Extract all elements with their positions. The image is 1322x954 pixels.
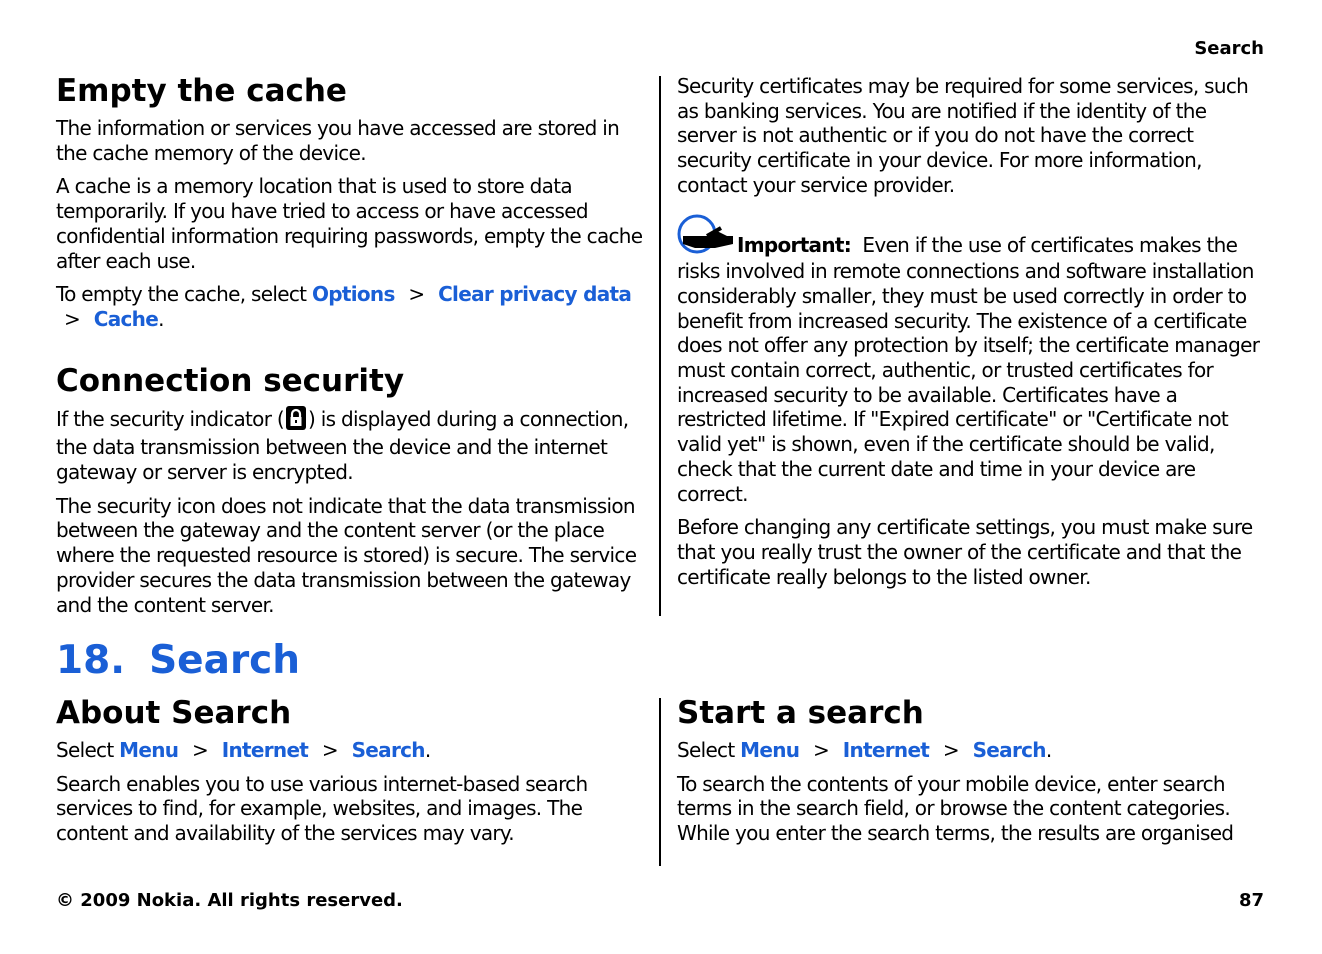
paragraph: If the security indicator ( ) is displayed during a connection, the data transmission between the device and the internet gateway or server is encrypted. — [56, 406, 629, 485]
link-menu[interactable]: Menu — [119, 738, 179, 762]
link-internet[interactable]: Internet — [842, 738, 930, 762]
chapter-title: Search — [149, 638, 301, 683]
path-separator: > — [192, 738, 209, 762]
link-search[interactable]: Search — [351, 738, 425, 762]
section-title-about-search: About Search — [56, 695, 292, 731]
left-column — [56, 72, 646, 626]
copyright: © 2009 Nokia. All rights reserved. — [56, 890, 403, 911]
link-menu[interactable]: Menu — [740, 738, 800, 762]
link-search[interactable]: Search — [972, 738, 1046, 762]
paragraph: To search the contents of your mobile device, enter search terms in the search field, or browse the content categories. While you enter the search terms, the results are organised — [677, 771, 1234, 846]
chapter-number: 18. — [56, 638, 126, 683]
right-column — [677, 74, 1269, 598]
link-options[interactable]: Options — [311, 282, 395, 307]
paragraph: To empty the cache, select Options > Clear privacy data > Cache. — [56, 282, 632, 331]
path-separator: > — [64, 306, 81, 331]
section-title-connection-security: Connection security — [56, 362, 405, 399]
column-divider — [659, 698, 661, 866]
column-divider — [659, 76, 661, 616]
important-label: Important: — [737, 232, 852, 257]
path-separator: > — [942, 738, 959, 762]
paragraph: Select Menu > Internet > Search. — [677, 738, 1052, 762]
chapter-heading — [56, 636, 300, 686]
running-header: Search — [1194, 38, 1264, 59]
path-separator: > — [408, 282, 425, 307]
link-clear-privacy-data[interactable]: Clear privacy data — [438, 282, 632, 307]
paragraph: Security certificates may be required for some services, such as banking services. You are notified if the identity of the server is not authentic or if you do not have the correct security certificate in your device. For more information, contact your service provider. — [677, 74, 1249, 197]
paragraph: The information or services you have accessed are stored in the cache memory of the device. — [56, 116, 620, 165]
about-search-column — [56, 694, 646, 855]
section-title-start-search: Start a search — [677, 695, 924, 731]
link-internet[interactable]: Internet — [221, 738, 309, 762]
paragraph: Search enables you to use various internet-based search services to find, for example, websites, and images. The content and availability of the services may vary. — [56, 771, 588, 846]
path-separator: > — [813, 738, 830, 762]
section-title-empty-cache: Empty the cache — [56, 73, 347, 109]
start-search-column — [677, 694, 1269, 855]
warning-hand-icon — [677, 214, 735, 260]
lock-icon — [285, 406, 307, 436]
page-number: 87 — [1238, 890, 1264, 911]
paragraph: A cache is a memory location that is used to store data temporarily. If you have tried to access or have accessed confidential information requiring passwords, empty the cache after each use. — [56, 174, 643, 273]
path-separator: > — [321, 738, 338, 762]
paragraph: Before changing any certificate settings, you must make sure that you really trust the owner of the certificate and that the certificate really belongs to the listed owner. — [677, 515, 1253, 589]
paragraph: The security icon does not indicate that the data transmission between the gateway and the content server (or the place where the requested resource is stored) is secure. The service provider secures the data transmission between the gateway and the content server. — [56, 493, 637, 617]
important-note: Important: Even if the use of certificates makes the risks involved in remote connections and software installation considerably smaller, they must be used correctly in order to benefit from increased security. The existence of a certificate does not offer any protection by itself; the certificate manager must contain correct, authentic, or trusted certificates for increased security to be available. Certificates have a restricted lifetime. If "Expired certificate" or "Certificate not valid yet" is shown, even if the certificate should be valid, check that the current date and time in your device are correct. — [677, 214, 1269, 507]
link-cache[interactable]: Cache — [93, 306, 159, 331]
paragraph: Select Menu > Internet > Search. — [56, 738, 431, 762]
